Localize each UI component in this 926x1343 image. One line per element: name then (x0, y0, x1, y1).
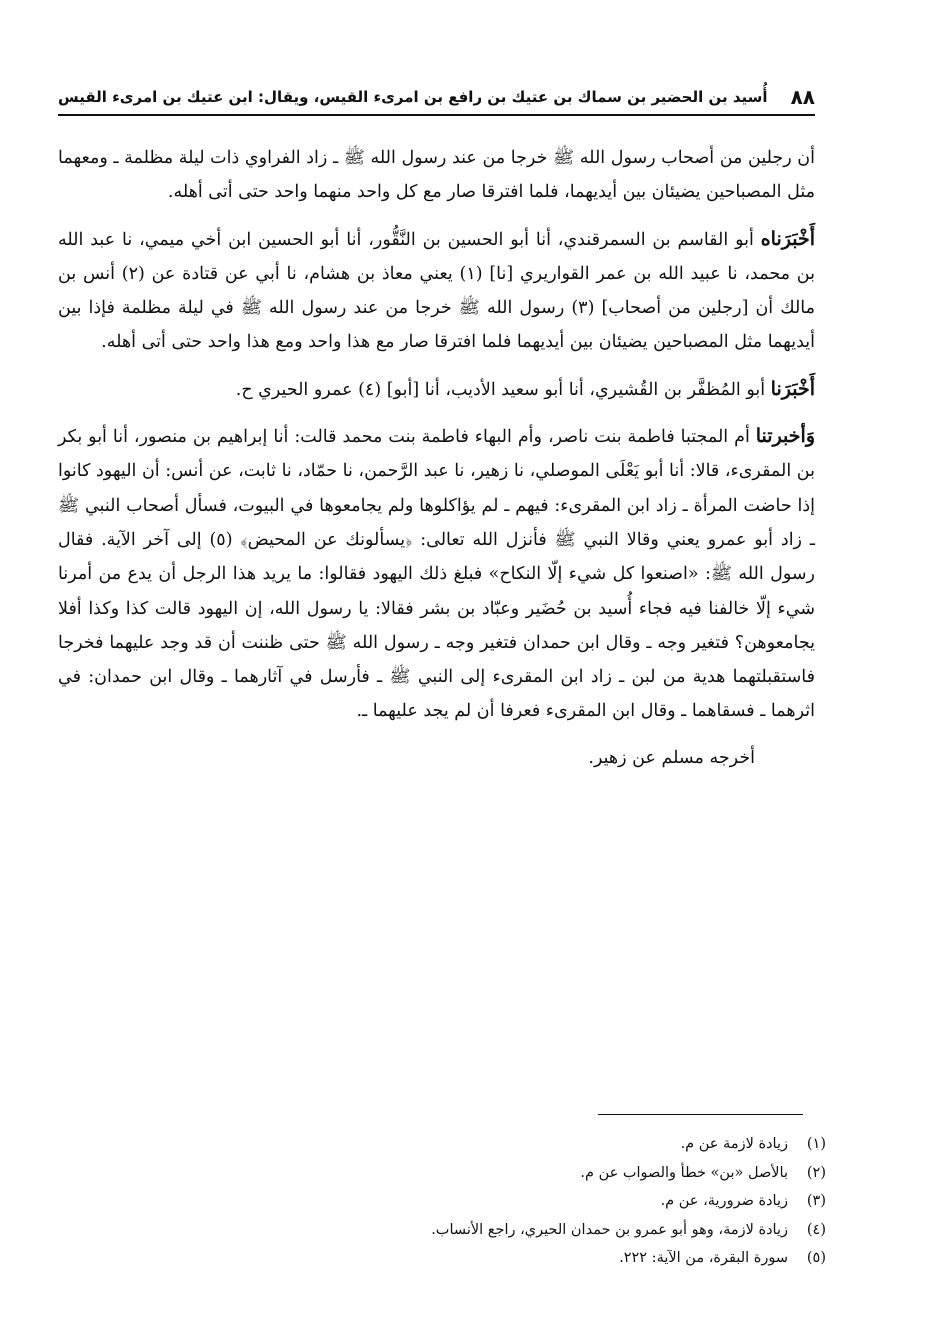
paragraph-text: أبو القاسم بن السمرقندي، أنا أبو الحسين بن النَّقُّور، أنا أبو الحسين ابن أخي ميمي، نا عبد الله بن محمد، نا عبيد الله بن عمر القواريري [نا] (١) يعني معاذ بن هشام، نا أبي عن قتادة عن (٢) أنس بن مالك أن [رجلين من أصحاب] (٣) رسول الله ﷺ خرجا من عند رسول الله ﷺ في ليلة مظلمة فإذا بين أيديهما مثل المصباحين يضيئان بين أيديهما فلما افترقا صار مع هذا واحد ومع هذا واحد حتى أتى أهله. (58, 229, 815, 353)
paragraph-lead: أَخْبَرَناه (760, 227, 815, 250)
main-text (58, 140, 815, 775)
paragraph-text: أم المجتبا فاطمة بنت ناصر، وأم البهاء فاطمة بنت محمد قالت: أنا إبراهيم بن منصور، أنا أبو بكر بن المقرىء، قالا: أنا أبو يَعْلَى الموصلي، نا زهير، نا عبد الرَّحمن، نا حمّاد، نا ثابت، عن أنس: أن اليهود كانوا إذا حاضت المرأة ـ زاد ابن المقرىء: فيهم ـ لم يؤاكلوها ولم يجامعوها في البيوت، فسأل أصحاب النبي ﷺ ـ زاد أبو عمرو يعني وقالا النبي ﷺ فأنزل الله تعالى: ﴿يسألونك عن المحيض﴾ (٥) إلى آخر الآية. فقال رسول الله ﷺ: «اصنعوا كل شيء إلّا النكاح» فبلغ ذلك اليهود فقالوا: ما يريد هذا الرجل أن يدع من أمرنا شيء إلّا خالفنا فيه فجاء أُسيد بن حُضَير وعبّاد بن بشر فقالا: يا رسول الله، إن اليهود قالت كذا وكذا أفلا يجامعوهن؟ فتغير وجه ـ وقال ابن حمدان فتغير وجه ـ رسول الله ﷺ حتى ظننت أن قد وجد عليهما فخرجا فاستقبلتهما هدية من لبن ـ زاد ابن المقرىء إلى النبي ﷺ ـ فأرسل في آثارهما ـ وقال ابن حمدان: في اثرهما ـ فسقاهما ـ وقال ابن المقرىء فعرفا أن لم يجد عليهما ـ. (58, 427, 815, 722)
footnote-item (266, 1159, 826, 1188)
running-title: أُسيد بن الحضير بن سماك بن عتيك بن رافع بن امرىء القيس، ويقال: ابن عتيك بن امرىء القيس (58, 88, 768, 106)
paragraph-text: أن رجلين من أصحاب رسول الله ﷺ خرجا من عند رسول الله ﷺ ـ زاد الفراوي ذات ليلة مظلمة ـ ومعهما مثل المصباحين يضيئان بين أيديهما، فلما افترقا صار مع كل واحد منهما واحد حتى أتى أهله. (58, 148, 815, 203)
footnote-item (266, 1130, 826, 1159)
page-header (58, 82, 815, 112)
footnote-number: (٢) (806, 1164, 826, 1181)
footnote-number: (١) (806, 1136, 826, 1152)
paragraph-text: أبو المُظفَّر بن القُشيري، أنا أبو سعيد الأديب، أنا [أبو] (٤) عمرو الحيري ح. (235, 379, 771, 400)
footnote-item (266, 1187, 826, 1216)
footnote-item (266, 1216, 826, 1245)
paragraph-4 (58, 419, 815, 729)
footnote-text: زيادة لازمة عن م. (680, 1136, 788, 1152)
paragraph-1 (58, 140, 815, 210)
footnote-text: بالأصل «بن» خطأ والصواب عن م. (580, 1164, 788, 1181)
paragraph-lead: أَخْبَرَنا (770, 377, 815, 400)
paragraph-lead: وَأخبرتنا (755, 425, 815, 448)
header-divider (58, 114, 815, 116)
footnote-item (266, 1244, 826, 1273)
footnote-number: (٥) (806, 1250, 826, 1266)
page-number: ٨٨ (790, 85, 815, 109)
footnote-text: زيادة لازمة، وهو أبو عمرو بن حمدان الحيري، راجع الأنساب. (431, 1221, 788, 1238)
footnote-text: سورة البقرة، من الآية: ٢٢٢. (619, 1250, 788, 1266)
footnote-text: زيادة ضرورية، عن م. (660, 1193, 788, 1209)
footnote-divider (598, 1114, 803, 1115)
paragraph-3 (58, 372, 815, 407)
footnotes-list (266, 1130, 826, 1273)
closing-line: أخرجه مسلم عن زهير. (588, 747, 755, 768)
footnote-number: (٣) (806, 1193, 826, 1209)
paragraph-2 (58, 222, 815, 360)
footnote-number: (٤) (806, 1221, 826, 1238)
